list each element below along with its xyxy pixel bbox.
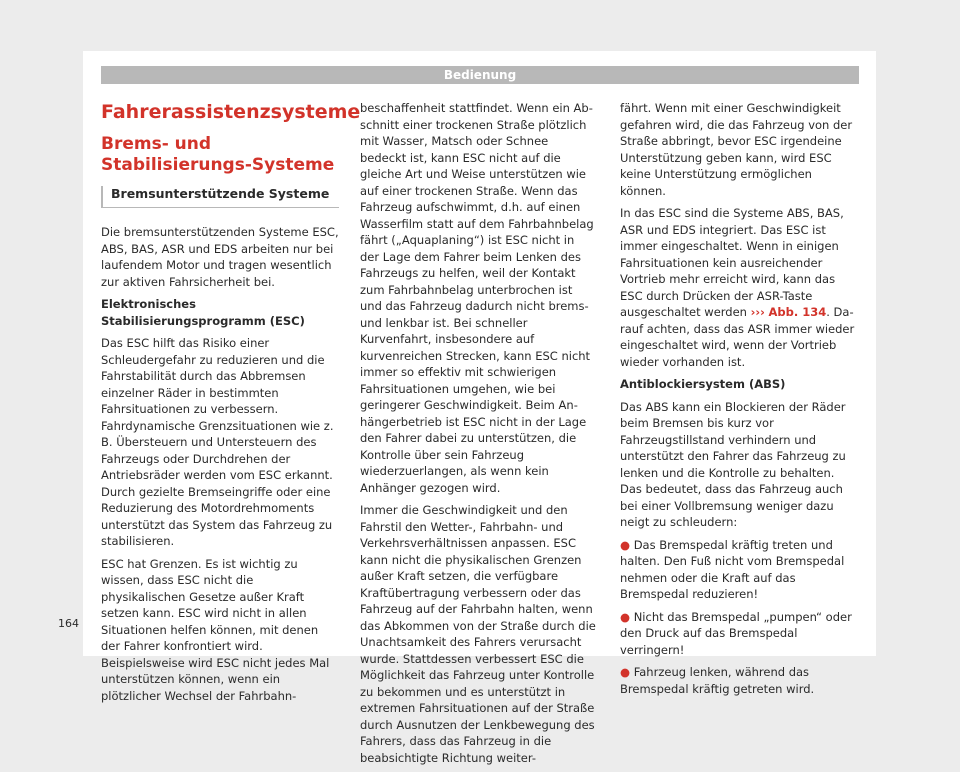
list-item-text: Fahrzeug lenken, während das Bremspedal kräftig getreten wird. [620, 665, 815, 696]
esc-paragraph-4 [620, 205, 857, 370]
abs-paragraph: Das ABS kann ein Blockieren der Räder beim Bremsen bis kurz vor Fahrzeugstillstand verhindern und unterstützt den Fahrer das Fahrzeug zu lenken und die Kontrolle zu behalten. Das bedeutet, dass das Fahrzeug auch bei einer Vollbremsung weniger dazu neigt zu schleudern: [620, 399, 846, 529]
list-item-text: Das Bremspedal kräftig treten und halten. Den Fuß nicht vom Bremspedal nehmen oder die Kraft auf das Bremspedal reduzieren! [620, 537, 845, 601]
bullet-icon: ● [620, 609, 631, 624]
section-title: Brems- und Stabilisierungs-Systeme [101, 134, 335, 175]
cross-reference-arrow-icon: ››› [750, 305, 765, 319]
esc-paragraph-2-continued: beschaffenheit stattfindet. Wenn ein Abschnitt einer trockenen Straße plötzlich mit Wasser, Matsch oder Schnee bedeckt ist, kann ESC nicht auf die gleiche Art und Weise unterstützen wie auf einer trockenen Straße. Wenn das Fahrzeug aufschwimmt, d.h. auf einen Wasserfilm statt auf dem Fahrbahnbelag fährt („Aquaplaning“) ist ESC nicht in der Lage dem Fahrer beim Lenken des Fahrzeugs zu helfen, weil der Kontakt zum Fahrbahnbelag unterbrochen ist und das Fahrzeug dadurch nicht brems- und lenkbar ist. Bei schneller Kurvenfahrt, insbesondere auf kurvenreichen Strecken, kann ESC nicht immer so effektiv mit schwierigen Fahrsituationen umgehen, wie bei geringerer Geschwindigkeit. Beim Anhängerbetrieb ist ESC nicht in der Lage den Fahrer dabei zu unterstützen, die Kontrolle über sein Fahrzeug wiederzuerlangen, als wenn kein Anhänger gezogen wird. [360, 101, 594, 495]
page-number: 164 [58, 617, 79, 630]
esc-paragraph-1: Das ESC hilft das Risiko einer Schleudergefahr zu reduzieren und die Fahrstabilität durch das Abbremsen einzelner Räder in bestimmten Fahrsituationen zu verbessern. Fahrdynamische Grenzsituationen wie z. B. Übersteuern und Untersteuern des Fahrzeugs oder Durchdrehen der Antriebsräder werden vom ESC erkannt. Durch gezielte Bremseingriffe oder eine Reduzierung des Motordrehmoments unterstützt das System das Fahrzeug zu stabilisieren. [101, 336, 334, 548]
bullet-icon: ● [620, 537, 631, 552]
subsection-heading: Bremsunterstützende Systeme [101, 186, 339, 208]
abs-bullet-list [620, 537, 857, 698]
esc-paragraph-3-part: Immer die Geschwindigkeit und den Fahrstil den Wetter-, Fahrbahn- und Verkehrsverhältnissen anpassen. ESC kann nicht die physikalischen Grenzen außer Kraft setzen, die verfügbare Kraftübertragung verbessern oder das Fahrzeug auf der Fahrbahn halten, wenn das Abkommen von der Straße durch die Unachtsamkeit des Fahrers verursacht wurde. Stattdessen verbessert ESC die Möglichkeit das Fahrzeug unter Kontrolle zu bekommen und es unterstützt in extremen Fahrsituationen auf der Straße durch Ausnutzen der Lenkbewegung des Fahrers, dass das Fahrzeug in die beabsichtigte Richtung weiter- [360, 503, 596, 765]
esc-paragraph-4-text: In das ESC sind die Systeme ABS, BAS, ASR und EDS integriert. Das ESC ist immer eingeschaltet. Wenn in einigen Fahrsituationen kein ausreichender Vortrieb mehr erreicht wird, kann das ESC durch Drücken der ASR-Taste ausgeschaltet werden [620, 206, 844, 319]
column-2 [360, 100, 597, 772]
figure-reference-link[interactable]: Abb. 134 [768, 305, 827, 319]
column-1 [101, 100, 361, 710]
bullet-icon: ● [620, 665, 631, 679]
page-title: Fahrerassistenzsysteme [101, 101, 361, 123]
list-item-text: Nicht das Bremspedal „pumpen“ oder den Druck auf das Bremspedal verringern! [620, 609, 852, 657]
esc-paragraph-2-part: ESC hat Grenzen. Es ist wichtig zu wissen, dass ESC nicht die physikalischen Gesetze außer Kraft setzen kann. ESC wird nicht in allen Situationen helfen können, mit denen der Fahrer konfrontiert wird. Beispielsweise wird ESC nicht jedes Mal unterstützen können, wenn ein plötzlicher Wechsel der Fahrbahn- [101, 556, 330, 703]
list-item [620, 609, 857, 659]
list-item [620, 537, 857, 603]
column-3 [620, 100, 857, 703]
chapter-header: Bedienung [101, 66, 859, 84]
esc-paragraph-3-continued: fährt. Wenn mit einer Geschwindigkeit gefahren wird, die das Fahrzeug von der Straße abbringt, bevor ESC irgendeine Unterstützung geben kann, wird ESC keine Unterstützung ermöglichen können. [620, 101, 853, 198]
esc-heading: Elektronisches Stabilisierungsprogramm (ESC) [101, 297, 305, 328]
esc-paragraph-4-text-end: . Darauf achten, dass das ASR immer wieder eingeschaltet wird, wenn der Vortrieb wieder vorhanden ist. [620, 305, 855, 369]
abs-heading: Antiblockiersystem (ABS) [620, 377, 786, 391]
intro-paragraph: Die bremsunterstützenden Systeme ESC, ABS, BAS, ASR und EDS arbeiten nur bei laufendem Motor und tragen wesentlich zur aktiven Fahrsicherheit bei. [101, 225, 339, 289]
list-item [620, 664, 857, 697]
